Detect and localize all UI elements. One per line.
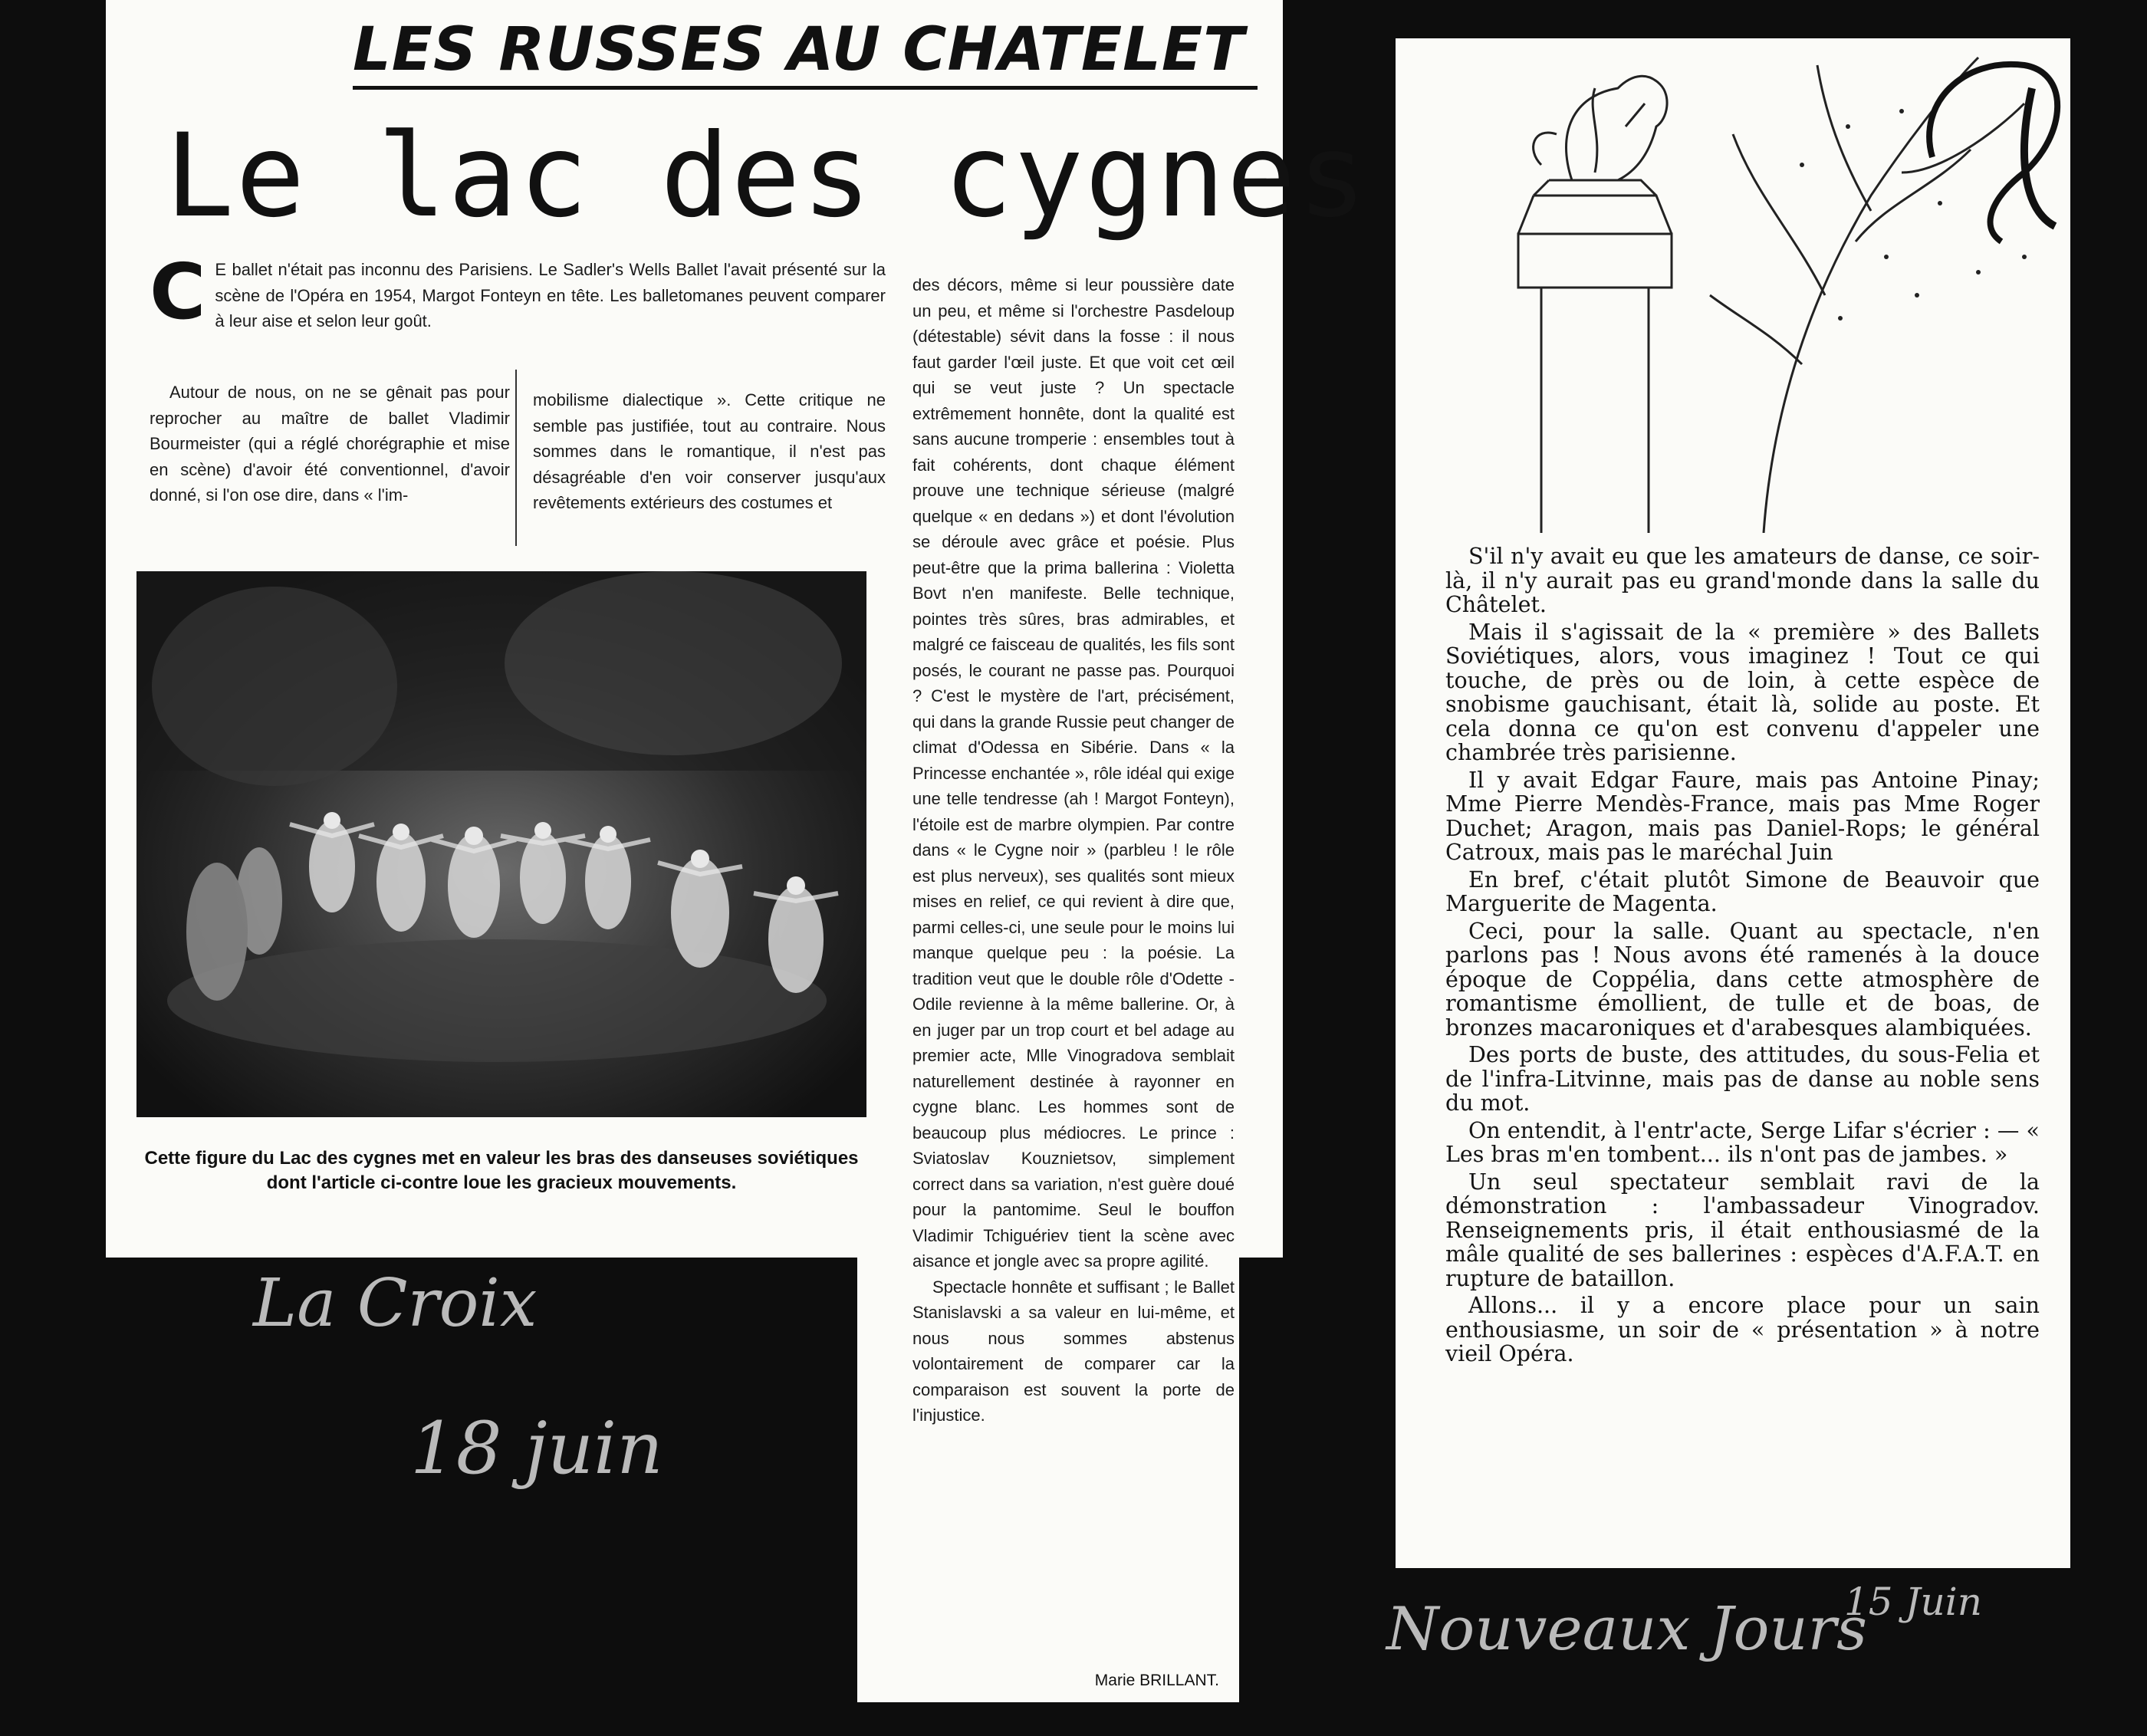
nouveaux-jours-article: [1445, 544, 2040, 1369]
handwritten-source: La Croix: [253, 1265, 538, 1342]
kicker-underline: [353, 86, 1258, 90]
handwritten-source-right: Nouveaux Jours: [1386, 1595, 1867, 1664]
statue-tree-illustration: [1442, 42, 2070, 533]
column-c: [912, 272, 1235, 1429]
column-divider: [515, 370, 517, 546]
article-paragraph: S'il n'y avait eu que les amateurs de danse, ce soir-là, il n'y aurait pas eu grand'monde dans la salle du Châtelet.: [1445, 544, 2040, 617]
column-c-paragraph: Spectacle honnête et suffisant ; le Ballet Stanislavski a sa valeur en lui-même, et nous nous sommes abstenus volontairement de comparer car la comparaison est souvent la porte de l'injustice.: [912, 1277, 1235, 1425]
column-a: [150, 380, 510, 508]
article-paragraph: On entendit, à l'entr'acte, Serge Lifar s'écrier : — « Les bras m'en tombent... ils n'ont pas de jambes. »: [1445, 1117, 2040, 1167]
kicker-title: LES RUSSES AU CHATELET: [353, 15, 1245, 84]
author-signature: Marie BRILLANT.: [1094, 1672, 1219, 1689]
handwritten-date: 18 juin: [410, 1407, 663, 1491]
article-paragraph: Mais il s'agissait de la « première » des Ballets Soviétiques, alors, vous imaginez ! Tout ce qui touche, de près ou de loin, à cette espèce de snobisme gauchisant, était là, solide au poste. Et cela donna ce qu'on est convenu d'appeler une chambrée très parisienne.: [1445, 619, 2040, 765]
article-paragraph: Des ports de buste, des attitudes, du sous-Felia et de l'infra-Litvinne, mais pas de danse au noble sens du mot.: [1445, 1042, 2040, 1116]
headline: Le lac des cygnes: [165, 110, 1369, 243]
photo-caption: Cette figure du Lac des cygnes met en valeur les bras des danseuses soviétiques dont l'article ci-contre loue les gracieux mouvements.: [144, 1148, 859, 1193]
article-paragraph: Allons... il y a encore place pour un sain enthousiasme, un soir de « présentation » à notre vieil Opéra.: [1445, 1293, 2040, 1366]
article-paragraph: Un seul spectateur semblait ravi de la démonstration : l'ambassadeur Vinogradov. Renseignements pris, il était enthousiasmé de la mâle qualité de ses ballerines : espèces d'A.F.A.T. en rupture de bataillon.: [1445, 1169, 2040, 1291]
column-b: [533, 387, 886, 516]
article-paragraph: Ceci, pour la salle. Quant au spectacle, n'en parlons pas ! Nous avons été ramenés à la douce époque de Coppélia, dans cette atmosphère de romantisme émollient, de tulle et de boas, de bronzes macaroniques et d'arabesques alambiquées.: [1445, 918, 2040, 1041]
intro-paragraph: [150, 247, 886, 337]
column-c-paragraph: des décors, même si leur poussière date un peu, et même si l'orchestre Pasdeloup (détestable) sévit dans la fosse : il nous faut garder l'œil juste. Et que voit cet œil qui se veut juste ? Un spectacle extrêmement honnête, dont la qualité est sans aucune tromperie : ensembles tout à fait cohérents, dont chaque élément prouve une technique sérieuse (malgré quelque « en dedans ») et dont l'évolution se déroule avec grâce et poésie. Plus peut-être que la prima ballerina : Violetta Bovt n'en manifeste. Belle technique, pointes très sûres, bras admirables, et malgré ce faisceau de qualités, les fils sont posés, le courant ne passe pas. Pourquoi ? C'est le mystère de l'art, précisément, qui dans la grande Russie peut changer de climat d'Odessa en Sibérie. Dans « la Princesse enchantée », rôle idéal qui exige une telle tendresse (ah ! Margot Fonteyn), l'étoile est de marbre olympien. Par contre dans « le Cygne noir » (parbleu ! le rôle est plus nerveux), ses qualités sont mieux mises en relief, ce qui revient à dire que, parmi celles-ci, une seule pour le moins lui manque quelque peu : la poésie. La tradition veut que le double rôle d'Odette - Odile revienne à la même ballerine. Or, à en juger par un trop court et bel adage au premier acte, Mlle Vinogradova semblait naturellement destinée à rayonner en cygne blanc. Les hommes sont de beaucoup plus médiocres. Le prince : Sviatoslav Kouznietsov, simplement correct dans sa variation, n'est guère doué pour la pantomime. Seul le bouffon Vladimir Tchiguériev tient la scène avec aisance et jongle avec sa propre agilité.: [912, 275, 1235, 1271]
article-paragraph: En bref, c'était plutôt Simone de Beauvoir que Marguerite de Magenta.: [1445, 866, 2040, 916]
handwritten-date-right: 15 Juin: [1844, 1580, 1982, 1624]
ballet-photo: [136, 571, 866, 1117]
intro-text: E ballet n'était pas inconnu des Parisiens. Le Sadler's Wells Ballet l'avait présenté sur la scène de l'Opéra en 1954, Margot Fonteyn en tête. Les balletomanes peuvent comparer à leur aise et selon leur goût.: [215, 260, 886, 330]
drop-cap: C: [150, 247, 206, 337]
article-paragraph: Il y avait Edgar Faure, mais pas Antoine Pinay; Mme Pierre Mendès-France, mais pas Mme Roger Duchet; Aragon, mais pas Daniel-Rops; le général Catroux, mais pas le maréchal Juin: [1445, 767, 2040, 865]
column-a-text: Autour de nous, on ne se gênait pas pour reprocher au maître de ballet Vladimir Bourmeister (qui a réglé chorégraphie et mise en scène) d'avoir été conventionnel, d'avoir donné, si l'on ose dire, dans « l'im-: [150, 383, 510, 505]
column-b-text: mobilisme dialectique ». Cette critique ne semble pas justifiée, tout au contraire. Nous sommes dans le romantique, il n'est pas désagréable d'en voir conserver jusqu'aux revêtements extérieurs des costumes et: [533, 390, 886, 512]
